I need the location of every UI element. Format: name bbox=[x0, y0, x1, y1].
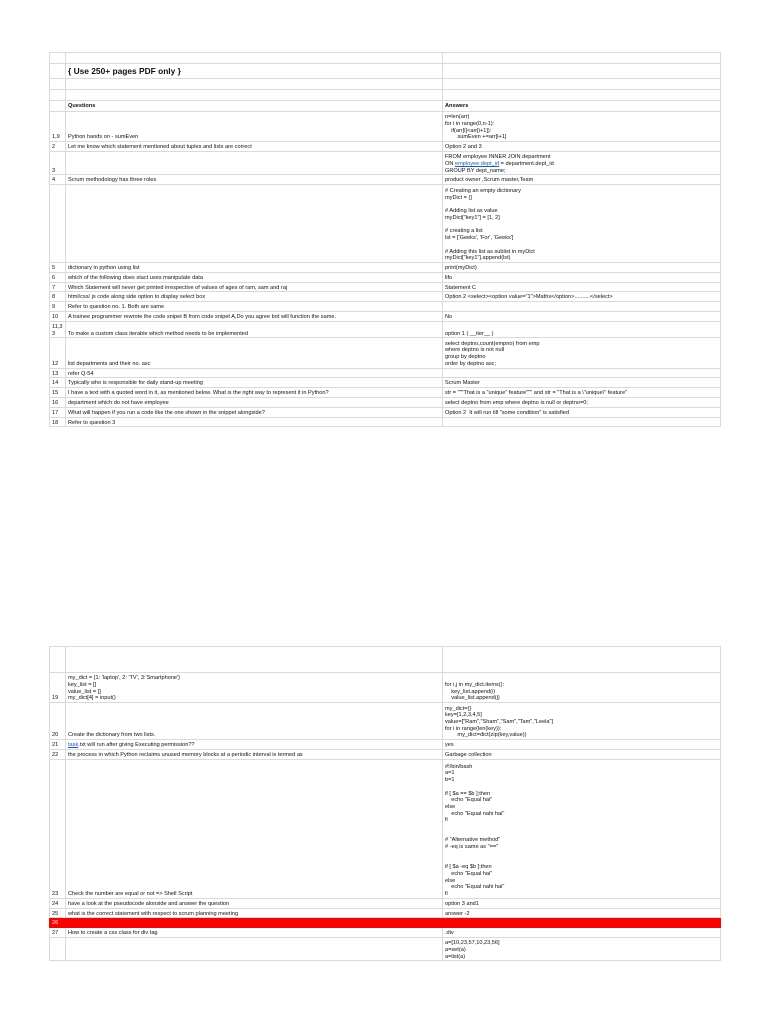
table-row bbox=[50, 703, 721, 740]
question-number-text: 7 bbox=[52, 284, 56, 291]
question-cell bbox=[66, 368, 443, 378]
page-title: { Use 250+ pages PDF only } bbox=[66, 64, 443, 79]
question-cell bbox=[66, 272, 443, 282]
table-row bbox=[50, 673, 721, 703]
table-row bbox=[50, 151, 721, 174]
page-2-rows bbox=[50, 673, 721, 961]
question-number bbox=[50, 417, 66, 427]
question-text: What will happen if you run a code like the one shown in the snippet alongside? bbox=[68, 409, 265, 416]
answer-text-part: = department.dept_id GROUP BY dept_name; bbox=[445, 160, 554, 174]
question-number-text: 23 bbox=[52, 891, 59, 898]
question-cell bbox=[66, 302, 443, 312]
answer-text: a=[10,23,57,10,23,56] a=set(a) a=list(a) bbox=[445, 940, 500, 960]
answer-text: select deptno from emp where deptno is null or deptno=0; bbox=[445, 400, 588, 407]
table-row bbox=[50, 262, 721, 272]
answer-text: product owner ,Scrum master,Team bbox=[445, 177, 534, 184]
answer-cell bbox=[443, 311, 721, 321]
question-cell bbox=[66, 282, 443, 292]
answer-cell bbox=[443, 417, 721, 427]
answer-cell bbox=[443, 272, 721, 282]
answer-text: lifo bbox=[445, 274, 453, 281]
question-number bbox=[50, 175, 66, 185]
question-cell bbox=[66, 918, 443, 928]
question-number bbox=[50, 898, 66, 908]
table-row bbox=[50, 397, 721, 407]
question-number bbox=[50, 272, 66, 282]
answer-text: #!/bin/bash a=1 b=1 if [ $a == $b ];then echo "Equal hai" else echo "Equal nahi hai" fi # "Alternative method" # -eq is same as "==" if [ $a -eq $b ];then echo "Equal hai" else echo "Equal nahi hai" fi bbox=[445, 763, 505, 898]
question-number bbox=[50, 759, 66, 898]
answer-cell bbox=[443, 673, 721, 703]
question-number bbox=[50, 142, 66, 152]
question-text: Typically who is responsible for daily stand-up meeting bbox=[68, 380, 203, 387]
question-cell bbox=[66, 759, 443, 898]
question-cell bbox=[66, 898, 443, 908]
answer-text: n=len(arr) for i in range(0,n-1): if(arr[i]<arr[i+1]): sumEven +=arr[i+1] bbox=[445, 114, 507, 141]
question-cell bbox=[66, 112, 443, 142]
question-cell bbox=[66, 321, 443, 338]
answer-text-part: FROM employee INNER JOIN department ON bbox=[445, 154, 551, 167]
question-number-text: 10 bbox=[52, 314, 59, 321]
question-text: I have a text with a quoted word in it, as mentioned below. What is the right way to represent it in Python? bbox=[68, 390, 329, 397]
table-row bbox=[50, 898, 721, 908]
answer-text: Option 2 and 3 bbox=[445, 144, 482, 151]
answer-cell bbox=[443, 292, 721, 302]
answer-cell bbox=[443, 388, 721, 398]
question-cell bbox=[66, 262, 443, 272]
question-cell bbox=[66, 142, 443, 152]
question-number bbox=[50, 151, 66, 174]
answer-cell bbox=[443, 759, 721, 898]
question-link[interactable]: task bbox=[68, 742, 79, 749]
question-number-text: 24 bbox=[52, 900, 59, 907]
question-cell bbox=[66, 338, 443, 368]
question-number bbox=[50, 928, 66, 938]
questions-header: Questions bbox=[66, 101, 443, 112]
question-text: Python hands on - sumEven bbox=[68, 134, 139, 141]
table-row bbox=[50, 417, 721, 427]
table-row bbox=[50, 321, 721, 338]
answer-cell bbox=[443, 185, 721, 263]
question-number-text: 12 bbox=[52, 360, 59, 367]
question-number bbox=[50, 388, 66, 398]
answer-cell bbox=[443, 142, 721, 152]
question-text: which of the following does stact uses manipulate data bbox=[68, 274, 203, 281]
question-number-text: 17 bbox=[52, 409, 59, 416]
page-2-sheet bbox=[49, 646, 721, 961]
table-row bbox=[50, 928, 721, 938]
question-number bbox=[50, 908, 66, 918]
question-text: Check the number are equal or not => Shell Script bbox=[68, 891, 193, 898]
question-text: dictionary in python using list bbox=[68, 265, 140, 272]
answer-text: yes bbox=[445, 742, 454, 749]
question-cell bbox=[66, 417, 443, 427]
question-number-text: 16 bbox=[52, 400, 59, 407]
question-text: How to create a css class for div tag bbox=[68, 930, 158, 937]
table-row bbox=[50, 759, 721, 898]
question-text: To make a custom class iterable which method needs to be implemented bbox=[68, 330, 249, 337]
answer-cell bbox=[443, 302, 721, 312]
question-number-text: 13 bbox=[52, 370, 59, 377]
answer-cell bbox=[443, 937, 721, 960]
question-number-text: 26 bbox=[52, 920, 59, 927]
answer-text: Scrum Master bbox=[445, 380, 480, 387]
answer-text: Option 2 It will run till "some condition" is satisfied bbox=[445, 409, 569, 416]
question-number-text: 14 bbox=[52, 380, 59, 387]
answer-cell bbox=[443, 112, 721, 142]
question-cell bbox=[66, 740, 443, 750]
question-number bbox=[50, 937, 66, 960]
question-number bbox=[50, 338, 66, 368]
question-number bbox=[50, 262, 66, 272]
question-number bbox=[50, 397, 66, 407]
question-number-text: 11,3 3 bbox=[52, 323, 63, 337]
question-number-text: 3 bbox=[52, 167, 56, 174]
question-cell bbox=[66, 928, 443, 938]
question-number-text: 4 bbox=[52, 177, 56, 184]
answer-cell bbox=[443, 908, 721, 918]
answer-cell bbox=[443, 397, 721, 407]
question-number-text: 18 bbox=[52, 419, 59, 426]
question-number-text: 21 bbox=[52, 742, 59, 749]
question-number-text: 2 bbox=[52, 144, 56, 151]
question-number bbox=[50, 185, 66, 263]
table-row bbox=[50, 407, 721, 417]
question-number bbox=[50, 302, 66, 312]
question-text: Let me know which statement mentioned about tuples and lists are correct bbox=[68, 144, 252, 151]
question-number bbox=[50, 282, 66, 292]
answer-text: select deptno,count(empno) from emp where deptno is not null group by deptno order by deptno asc; bbox=[445, 340, 540, 367]
question-number bbox=[50, 703, 66, 740]
table-row bbox=[50, 368, 721, 378]
answer-cell bbox=[443, 928, 721, 938]
answer-cell bbox=[443, 703, 721, 740]
table-row bbox=[50, 918, 721, 928]
table-row bbox=[50, 740, 721, 750]
table-row bbox=[50, 292, 721, 302]
question-cell bbox=[66, 673, 443, 703]
question-cell bbox=[66, 749, 443, 759]
answer-text: No bbox=[445, 314, 453, 321]
question-text: have a look at the pseudocode alonside and answer the question bbox=[68, 900, 230, 907]
question-number bbox=[50, 378, 66, 388]
question-number-text: 1,9 bbox=[52, 134, 60, 141]
question-cell bbox=[66, 388, 443, 398]
question-text: Scrum methodology has three roles bbox=[68, 177, 157, 184]
answer-text: for i,j in my_dict.items(): key_list.append(i) value_list.append(j) bbox=[445, 682, 505, 702]
question-number-text: 25 bbox=[52, 910, 59, 917]
question-number bbox=[50, 740, 66, 750]
question-number bbox=[50, 918, 66, 928]
question-cell bbox=[66, 151, 443, 174]
answer-text: option 1 ( __iter__ ) bbox=[445, 330, 494, 337]
answer-cell bbox=[443, 175, 721, 185]
question-number-text: 15 bbox=[52, 390, 59, 397]
question-text: department which do not have employee bbox=[68, 400, 169, 407]
answer-cell bbox=[443, 918, 721, 928]
table-row bbox=[50, 908, 721, 918]
table-row bbox=[50, 749, 721, 759]
question-text: Refer to question 3 bbox=[68, 419, 116, 426]
answer-text: print(myDict) bbox=[445, 265, 477, 272]
question-number bbox=[50, 112, 66, 142]
question-number bbox=[50, 311, 66, 321]
question-text: my_dict = {1: 'laptop', 2: 'TV', 3:'Smartphone'} key_list = [] value_list = [] my_dict[4] = input() bbox=[68, 675, 180, 702]
answer-cell bbox=[443, 368, 721, 378]
question-number-text: 27 bbox=[52, 930, 59, 937]
question-text: refer Q-54 bbox=[68, 370, 94, 377]
question-number bbox=[50, 673, 66, 703]
answer-cell bbox=[443, 378, 721, 388]
answer-cell bbox=[443, 740, 721, 750]
answer-cell bbox=[443, 749, 721, 759]
table-row bbox=[50, 338, 721, 368]
answer-cell bbox=[443, 321, 721, 338]
answer-text: Option 2 <select><option value="1">Maths</option>..........</select> bbox=[445, 294, 613, 301]
question-cell bbox=[66, 311, 443, 321]
question-text: Refer to question no. 1. Both are same bbox=[68, 304, 165, 311]
table-row bbox=[50, 272, 721, 282]
question-text: Create the dictionary from two lists. bbox=[68, 732, 156, 739]
question-number-text: 5 bbox=[52, 265, 56, 272]
answer-text bbox=[445, 154, 718, 174]
answer-cell bbox=[443, 407, 721, 417]
table-row bbox=[50, 185, 721, 263]
question-cell bbox=[66, 292, 443, 302]
answer-cell bbox=[443, 151, 721, 174]
answer-cell bbox=[443, 898, 721, 908]
answer-text: str = """That is a "unique" feature""" and str = "That is a \"unique\" feature" bbox=[445, 390, 628, 397]
question-cell bbox=[66, 937, 443, 960]
question-number bbox=[50, 407, 66, 417]
question-cell bbox=[66, 378, 443, 388]
answer-link[interactable]: employee.dept_id bbox=[454, 160, 500, 167]
question-number-text: 19 bbox=[52, 695, 59, 702]
question-cell bbox=[66, 397, 443, 407]
answers-header: Answers bbox=[443, 101, 721, 112]
answer-text: option 3 and1 bbox=[445, 900, 479, 907]
table-row bbox=[50, 937, 721, 960]
answer-text: answer -2 bbox=[445, 910, 470, 917]
question-number-text: 20 bbox=[52, 732, 59, 739]
answer-text: Garbage collection bbox=[445, 752, 492, 759]
table-row bbox=[50, 302, 721, 312]
table-row bbox=[50, 282, 721, 292]
page-1-rows bbox=[50, 112, 721, 427]
question-text: Which Statement will never get printed irrespective of values of ages of ram, sam and raj bbox=[68, 284, 288, 291]
question-number-text: 9 bbox=[52, 304, 56, 311]
question-number-text: 22 bbox=[52, 752, 59, 759]
answer-cell bbox=[443, 262, 721, 272]
question-cell bbox=[66, 703, 443, 740]
page-1-sheet bbox=[49, 52, 721, 427]
table-row bbox=[50, 112, 721, 142]
question-cell bbox=[66, 407, 443, 417]
question-cell bbox=[66, 908, 443, 918]
question-number-text: 6 bbox=[52, 274, 56, 281]
table-row bbox=[50, 311, 721, 321]
question-number bbox=[50, 321, 66, 338]
table-row bbox=[50, 142, 721, 152]
answer-text: Statement C bbox=[445, 284, 477, 291]
table-row bbox=[50, 388, 721, 398]
answer-cell bbox=[443, 282, 721, 292]
answer-cell bbox=[443, 338, 721, 368]
question-number-text: 8 bbox=[52, 294, 56, 301]
question-text: html/css/ js code along side option to display select box bbox=[68, 294, 206, 301]
question-text: the process in which Python reclaims unused memory blocks at a periodic interval is termed as bbox=[68, 752, 303, 759]
table-row bbox=[50, 378, 721, 388]
answer-text: # Creating an empty dictionary myDict = {} # Adding list as value myDict["key1"] = [1, 2] # creating a list lst = ['Geeks', 'For', 'Geeks'] # Adding this list as sublist in myDict myDict["key1"].append(lst) bbox=[445, 188, 535, 262]
answer-text: my_dict={} key=[1,2,3,4,5] value=["Ram","Sham","Sam","Tam","Leela"] for i in range(len(key)): my_dict=dict(zip(key,value)) bbox=[445, 705, 553, 739]
question-number bbox=[50, 368, 66, 378]
question-text: A trainee programmer rewrote the code snipet B from code snipet A,Do you agree bot will function the same. bbox=[68, 314, 337, 321]
question-number bbox=[50, 749, 66, 759]
table-row bbox=[50, 175, 721, 185]
question-number bbox=[50, 292, 66, 302]
question-text: list departments and their no. asc bbox=[68, 360, 151, 367]
question-cell bbox=[66, 185, 443, 263]
question-text: .txt will run after giving Executing permission?? bbox=[78, 742, 195, 749]
question-cell bbox=[66, 175, 443, 185]
question-text: what is the correct statement with respect to scrum planning meeting bbox=[68, 910, 239, 917]
answer-text: .div bbox=[445, 930, 454, 937]
